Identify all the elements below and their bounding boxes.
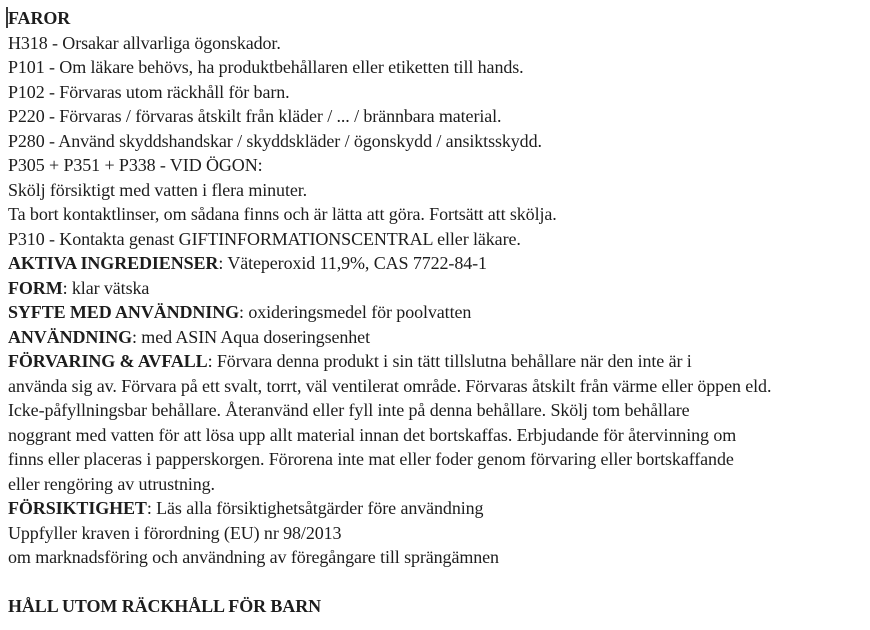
text-line [8,202,868,227]
text-line [8,153,868,178]
body-text: H318 - Orsakar allvarliga ögonskador. [8,32,281,53]
text-line [8,6,868,31]
body-text: Ta bort kontaktlinser, om sådana finns och är lätta att göra. Fortsätt att skölja. [8,204,557,224]
body-text: Skölj försiktigt med vatten i flera minuter. [8,179,308,200]
text-line [8,31,868,56]
body-text: Icke-påfyllningsbar behållare. Återanvänd eller fyll inte på denna behållare. Skölj tom behållare [8,400,690,420]
text-line [8,594,868,619]
body-text: använda sig av. Förvara på ett svalt, torrt, väl ventilerat område. Förvaras åtskilt från värme eller öppen eld. [8,375,772,396]
bold-label-text: HÅLL UTOM RÄCKHÅLL FÖR BARN [8,596,322,616]
body-text: P101 - Om läkare behövs, ha produktbehållaren eller etiketten till hands. [8,57,524,77]
body-text: finns eller placeras i papperskorgen. Förorena inte mat eller foder genom förvaring eller bortskaffande [8,449,734,469]
body-text: P220 - Förvaras / förvaras åtskilt från kläder / ... / brännbara material. [8,106,502,126]
body-text: : Läs alla försiktighetsåtgärder före användning [146,498,484,518]
bold-label-text: FAROR [8,8,71,28]
body-text: P310 - Kontakta genast GIFTINFORMATIONSCENTRAL eller läkare. [8,228,521,249]
body-text: Uppfyller kraven i förordning (EU) nr 98/2013 [8,522,342,543]
body-text: : Förvara denna produkt i sin tätt tillslutna behållare när den inte är i [207,351,692,371]
body-text: : med ASIN Aqua doseringsenhet [132,326,370,347]
body-text: eller rengöring av utrustning. [8,473,215,494]
text-line [8,276,868,301]
text-line [8,178,868,203]
body-text: om marknadsföring och användning av föregångare till sprängämnen [8,547,499,567]
bold-label-text: ANVÄNDNING [8,326,132,347]
text-cursor [6,7,8,28]
body-text: noggrant med vatten för att lösa upp allt material innan det bortskaffas. Erbjudande för återvinning om [8,424,737,445]
body-text: : klar vätska [62,277,150,298]
body-text: : Väteperoxid 11,9%, CAS 7722-84-1 [218,253,487,273]
body-text: P305 + P351 + P338 - VID ÖGON: [8,155,263,175]
bold-label-text: FÖRSIKTIGHET [8,498,147,518]
text-line [8,570,868,595]
text-line [8,521,868,546]
text-line [8,398,868,423]
text-line [8,251,868,276]
text-line [8,349,868,374]
text-line [8,129,868,154]
text-line [8,374,868,399]
text-line [8,545,868,570]
text-line [8,55,868,80]
bold-label-text: SYFTE MED ANVÄNDNING [8,302,240,322]
text-line [8,325,868,350]
body-text: P280 - Använd skyddshandskar / skyddskläder / ögonskydd / ansiktsskydd. [8,130,542,151]
bold-label-text: FORM [8,277,63,298]
bold-label-text: FÖRVARING & AVFALL [8,351,208,371]
document-text [8,6,868,619]
text-line [8,300,868,325]
text-line [8,447,868,472]
text-line [8,104,868,129]
text-line [8,496,868,521]
text-line [8,472,868,497]
text-line [8,423,868,448]
bold-label-text: AKTIVA INGREDIENSER [8,253,219,273]
text-line [8,227,868,252]
body-text: P102 - Förvaras utom räckhåll för barn. [8,81,290,102]
text-line [8,80,868,105]
body-text: : oxideringsmedel för poolvatten [239,302,472,322]
